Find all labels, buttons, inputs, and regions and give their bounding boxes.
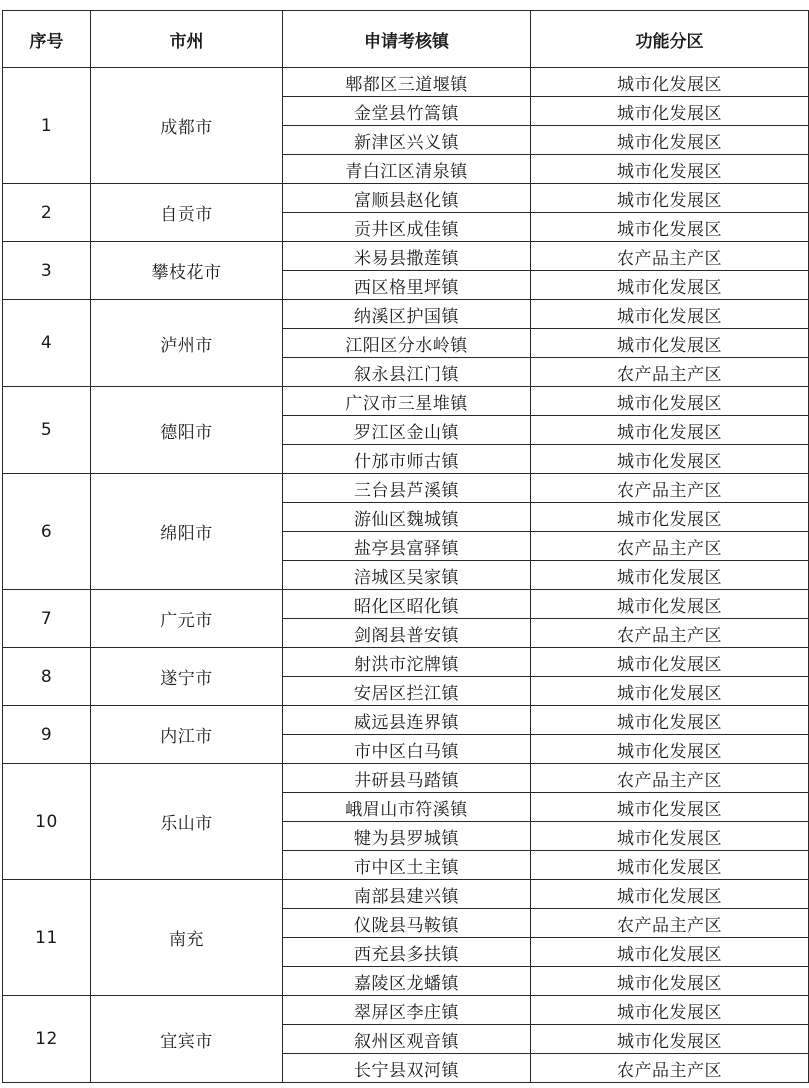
zone-cell: 城市化发展区 <box>531 706 809 735</box>
table-row <box>3 184 809 213</box>
zone-cell: 城市化发展区 <box>531 184 809 213</box>
city-cell: 乐山市 <box>91 764 283 880</box>
town-cell: 嘉陵区龙蟠镇 <box>283 967 531 996</box>
town-cell: 郫都区三道堰镇 <box>283 68 531 97</box>
town-cell: 长宁县双河镇 <box>283 1054 531 1083</box>
town-cell: 剑阁县普安镇 <box>283 619 531 648</box>
city-cell: 广元市 <box>91 590 283 648</box>
town-cell: 富顺县赵化镇 <box>283 184 531 213</box>
city-cell: 泸州市 <box>91 300 283 387</box>
row-number: 5 <box>3 387 91 474</box>
town-cell: 叙永县江门镇 <box>283 358 531 387</box>
town-cell: 翠屏区李庄镇 <box>283 996 531 1025</box>
table-row <box>3 648 809 677</box>
row-number: 3 <box>3 242 91 300</box>
town-cell: 叙州区观音镇 <box>283 1025 531 1054</box>
zone-cell: 城市化发展区 <box>531 561 809 590</box>
zone-cell: 农产品主产区 <box>531 532 809 561</box>
zone-cell: 农产品主产区 <box>531 909 809 938</box>
town-cell: 昭化区昭化镇 <box>283 590 531 619</box>
town-cell: 威远县连界镇 <box>283 706 531 735</box>
zone-cell: 城市化发展区 <box>531 329 809 358</box>
zone-cell: 城市化发展区 <box>531 938 809 967</box>
town-cell: 三台县芦溪镇 <box>283 474 531 503</box>
town-cell: 南部县建兴镇 <box>283 880 531 909</box>
row-number: 6 <box>3 474 91 590</box>
zone-cell: 城市化发展区 <box>531 1025 809 1054</box>
town-cell: 什邡市师古镇 <box>283 445 531 474</box>
zone-cell: 农产品主产区 <box>531 1054 809 1083</box>
zone-cell: 城市化发展区 <box>531 68 809 97</box>
table-row <box>3 474 809 503</box>
zone-cell: 城市化发展区 <box>531 967 809 996</box>
town-cell: 市中区土主镇 <box>283 851 531 880</box>
towns-table <box>2 10 809 1083</box>
table-row <box>3 996 809 1025</box>
zone-cell: 城市化发展区 <box>531 416 809 445</box>
town-cell: 涪城区吴家镇 <box>283 561 531 590</box>
zone-cell: 城市化发展区 <box>531 793 809 822</box>
zone-cell: 城市化发展区 <box>531 126 809 155</box>
city-cell: 遂宁市 <box>91 648 283 706</box>
town-cell: 峨眉山市符溪镇 <box>283 793 531 822</box>
row-number: 4 <box>3 300 91 387</box>
zone-cell: 农产品主产区 <box>531 474 809 503</box>
table-row <box>3 880 809 909</box>
table-header <box>3 11 809 68</box>
zone-cell: 城市化发展区 <box>531 996 809 1025</box>
row-number: 8 <box>3 648 91 706</box>
zone-cell: 农产品主产区 <box>531 358 809 387</box>
city-cell: 南充 <box>91 880 283 996</box>
zone-cell: 城市化发展区 <box>531 735 809 764</box>
zone-cell: 城市化发展区 <box>531 851 809 880</box>
zone-cell: 城市化发展区 <box>531 822 809 851</box>
zone-cell: 城市化发展区 <box>531 97 809 126</box>
row-number: 11 <box>3 880 91 996</box>
header-row <box>3 11 809 68</box>
town-cell: 青白江区清泉镇 <box>283 155 531 184</box>
row-number: 2 <box>3 184 91 242</box>
town-cell: 盐亭县富驿镇 <box>283 532 531 561</box>
town-cell: 罗江区金山镇 <box>283 416 531 445</box>
zone-cell: 城市化发展区 <box>531 387 809 416</box>
town-cell: 米易县撒莲镇 <box>283 242 531 271</box>
row-number: 1 <box>3 68 91 184</box>
zone-cell: 农产品主产区 <box>531 764 809 793</box>
row-number: 12 <box>3 996 91 1083</box>
town-cell: 游仙区魏城镇 <box>283 503 531 532</box>
town-cell: 金堂县竹篙镇 <box>283 97 531 126</box>
zone-cell: 城市化发展区 <box>531 213 809 242</box>
table-body <box>3 68 809 1083</box>
table-row <box>3 300 809 329</box>
zone-cell: 城市化发展区 <box>531 300 809 329</box>
town-cell: 井研县马踏镇 <box>283 764 531 793</box>
town-cell: 纳溪区护国镇 <box>283 300 531 329</box>
town-cell: 安居区拦江镇 <box>283 677 531 706</box>
town-cell: 仪陇县马鞍镇 <box>283 909 531 938</box>
header-zone: 功能分区 <box>531 11 809 68</box>
table-row <box>3 387 809 416</box>
zone-cell: 城市化发展区 <box>531 648 809 677</box>
zone-cell: 城市化发展区 <box>531 155 809 184</box>
zone-cell: 城市化发展区 <box>531 590 809 619</box>
town-cell: 西充县多扶镇 <box>283 938 531 967</box>
table-row <box>3 764 809 793</box>
city-cell: 自贡市 <box>91 184 283 242</box>
zone-cell: 农产品主产区 <box>531 242 809 271</box>
city-cell: 成都市 <box>91 68 283 184</box>
town-cell: 市中区白马镇 <box>283 735 531 764</box>
table-row <box>3 706 809 735</box>
city-cell: 攀枝花市 <box>91 242 283 300</box>
city-cell: 绵阳市 <box>91 474 283 590</box>
town-cell: 犍为县罗城镇 <box>283 822 531 851</box>
town-cell: 贡井区成佳镇 <box>283 213 531 242</box>
town-cell: 新津区兴义镇 <box>283 126 531 155</box>
header-town: 申请考核镇 <box>283 11 531 68</box>
zone-cell: 城市化发展区 <box>531 677 809 706</box>
town-cell: 广汉市三星堆镇 <box>283 387 531 416</box>
table-row <box>3 68 809 97</box>
zone-cell: 城市化发展区 <box>531 271 809 300</box>
city-cell: 宜宾市 <box>91 996 283 1083</box>
city-cell: 内江市 <box>91 706 283 764</box>
table-row <box>3 242 809 271</box>
town-cell: 西区格里坪镇 <box>283 271 531 300</box>
row-number: 10 <box>3 764 91 880</box>
zone-cell: 城市化发展区 <box>531 503 809 532</box>
town-cell: 射洪市沱牌镇 <box>283 648 531 677</box>
header-no: 序号 <box>3 11 91 68</box>
header-city: 市州 <box>91 11 283 68</box>
city-cell: 德阳市 <box>91 387 283 474</box>
row-number: 7 <box>3 590 91 648</box>
table-row <box>3 590 809 619</box>
row-number: 9 <box>3 706 91 764</box>
zone-cell: 农产品主产区 <box>531 619 809 648</box>
zone-cell: 城市化发展区 <box>531 880 809 909</box>
town-cell: 江阳区分水岭镇 <box>283 329 531 358</box>
zone-cell: 城市化发展区 <box>531 445 809 474</box>
